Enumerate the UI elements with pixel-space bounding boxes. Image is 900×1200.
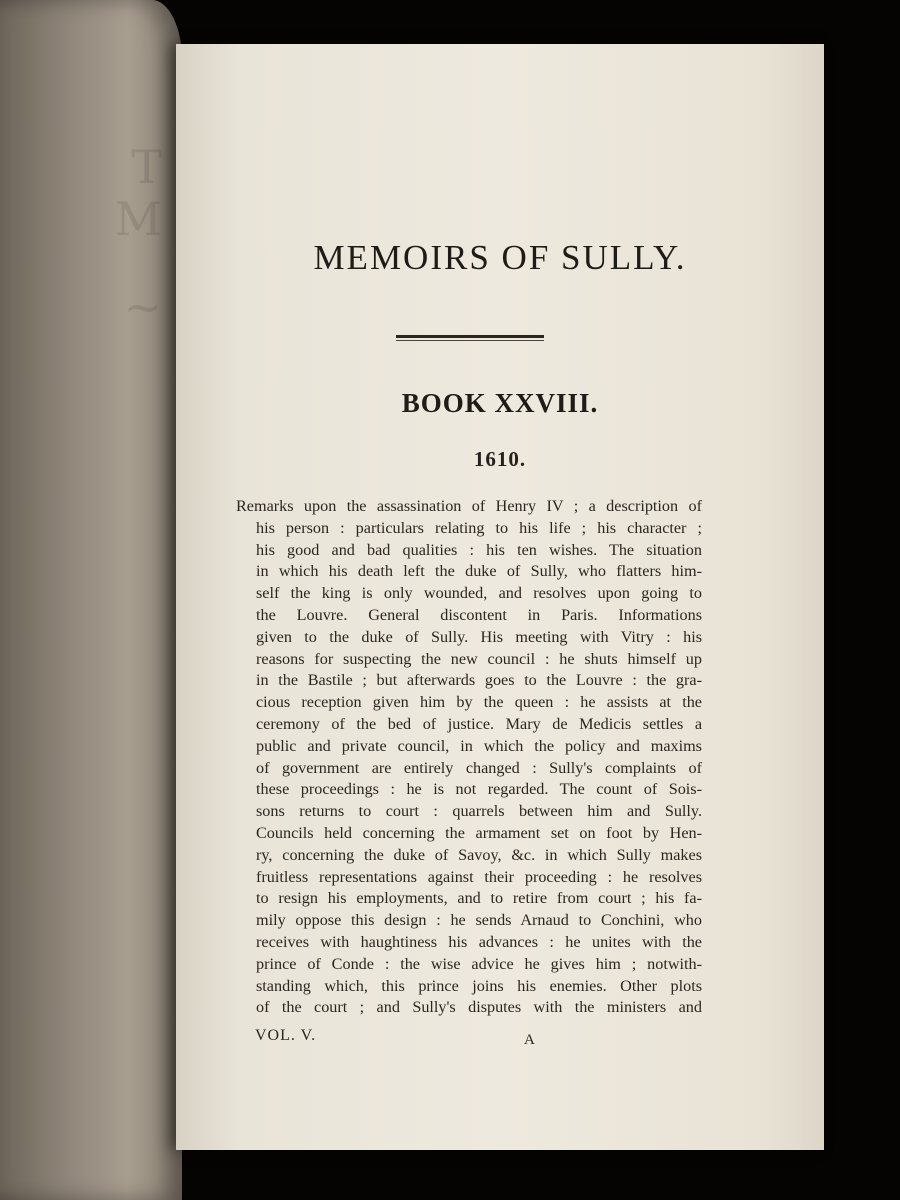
book-page: [176, 44, 824, 1150]
summary-line: Remarks upon the assassination of Henry IV ; a description of: [236, 497, 702, 515]
summary-line: sons returns to court : quarrels between him and Sully.: [256, 802, 702, 821]
chapter-summary: [236, 496, 702, 1019]
summary-line: mily oppose this design : he sends Arnaud to Conchini, who: [256, 911, 702, 930]
summary-line: self the king is only wounded, and resolves upon going to: [256, 584, 702, 603]
show-through-text: T M ~: [114, 140, 164, 334]
summary-line: prince of Conde : the wise advice he gives him ; notwith-: [256, 954, 702, 973]
summary-line: receives with haughtiness his advances : he unites with the: [256, 932, 702, 951]
summary-line: cious reception given him by the queen : he assists at the: [256, 693, 702, 712]
summary-line: ry, concerning the duke of Savoy, &c. in which Sully makes: [256, 845, 702, 864]
summary-line: fruitless representations against their proceeding : he resolves: [256, 867, 702, 886]
left-page: [0, 0, 182, 1200]
signature-mark: A: [524, 1032, 535, 1048]
summary-line: reasons for suspecting the new council : he shuts himself up: [256, 649, 702, 668]
summary-line: ceremony of the bed of justice. Mary de Medicis settles a: [256, 714, 702, 733]
summary-line: Councils held concerning the armament set on foot by Hen-: [256, 823, 702, 842]
summary-line: in the Bastile ; but afterwards goes to the Louvre : the gra-: [256, 671, 702, 690]
year-heading: 1610.: [473, 447, 527, 471]
book-heading: BOOK XXVIII.: [401, 388, 599, 418]
summary-line: these proceedings : he is not regarded. The count of Sois-: [256, 780, 702, 799]
summary-line: of the court ; and Sully's disputes with the ministers and: [256, 998, 702, 1017]
summary-line: given to the duke of Sully. His meeting with Vitry : his: [256, 627, 702, 646]
volume-signature: VOL. V.: [255, 1027, 317, 1044]
summary-line: standing which, this prince joins his enemies. Other plots: [256, 976, 702, 995]
summary-line: public and private council, in which the policy and maxims: [256, 736, 702, 755]
summary-line: of government are entirely changed : Sully's complaints of: [256, 758, 702, 777]
summary-line: in which his death left the duke of Sully, who flatters him-: [256, 562, 702, 581]
summary-line: his good and bad qualities : his ten wishes. The situation: [256, 540, 702, 559]
summary-line: his person : particulars relating to his life ; his character ;: [256, 518, 702, 537]
summary-line: the Louvre. General discontent in Paris. Informations: [256, 605, 702, 624]
title-rule: [396, 335, 544, 342]
page-title: MEMOIRS OF SULLY.: [313, 238, 687, 277]
summary-line: to resign his employments, and to retire from court ; his fa-: [256, 889, 702, 908]
